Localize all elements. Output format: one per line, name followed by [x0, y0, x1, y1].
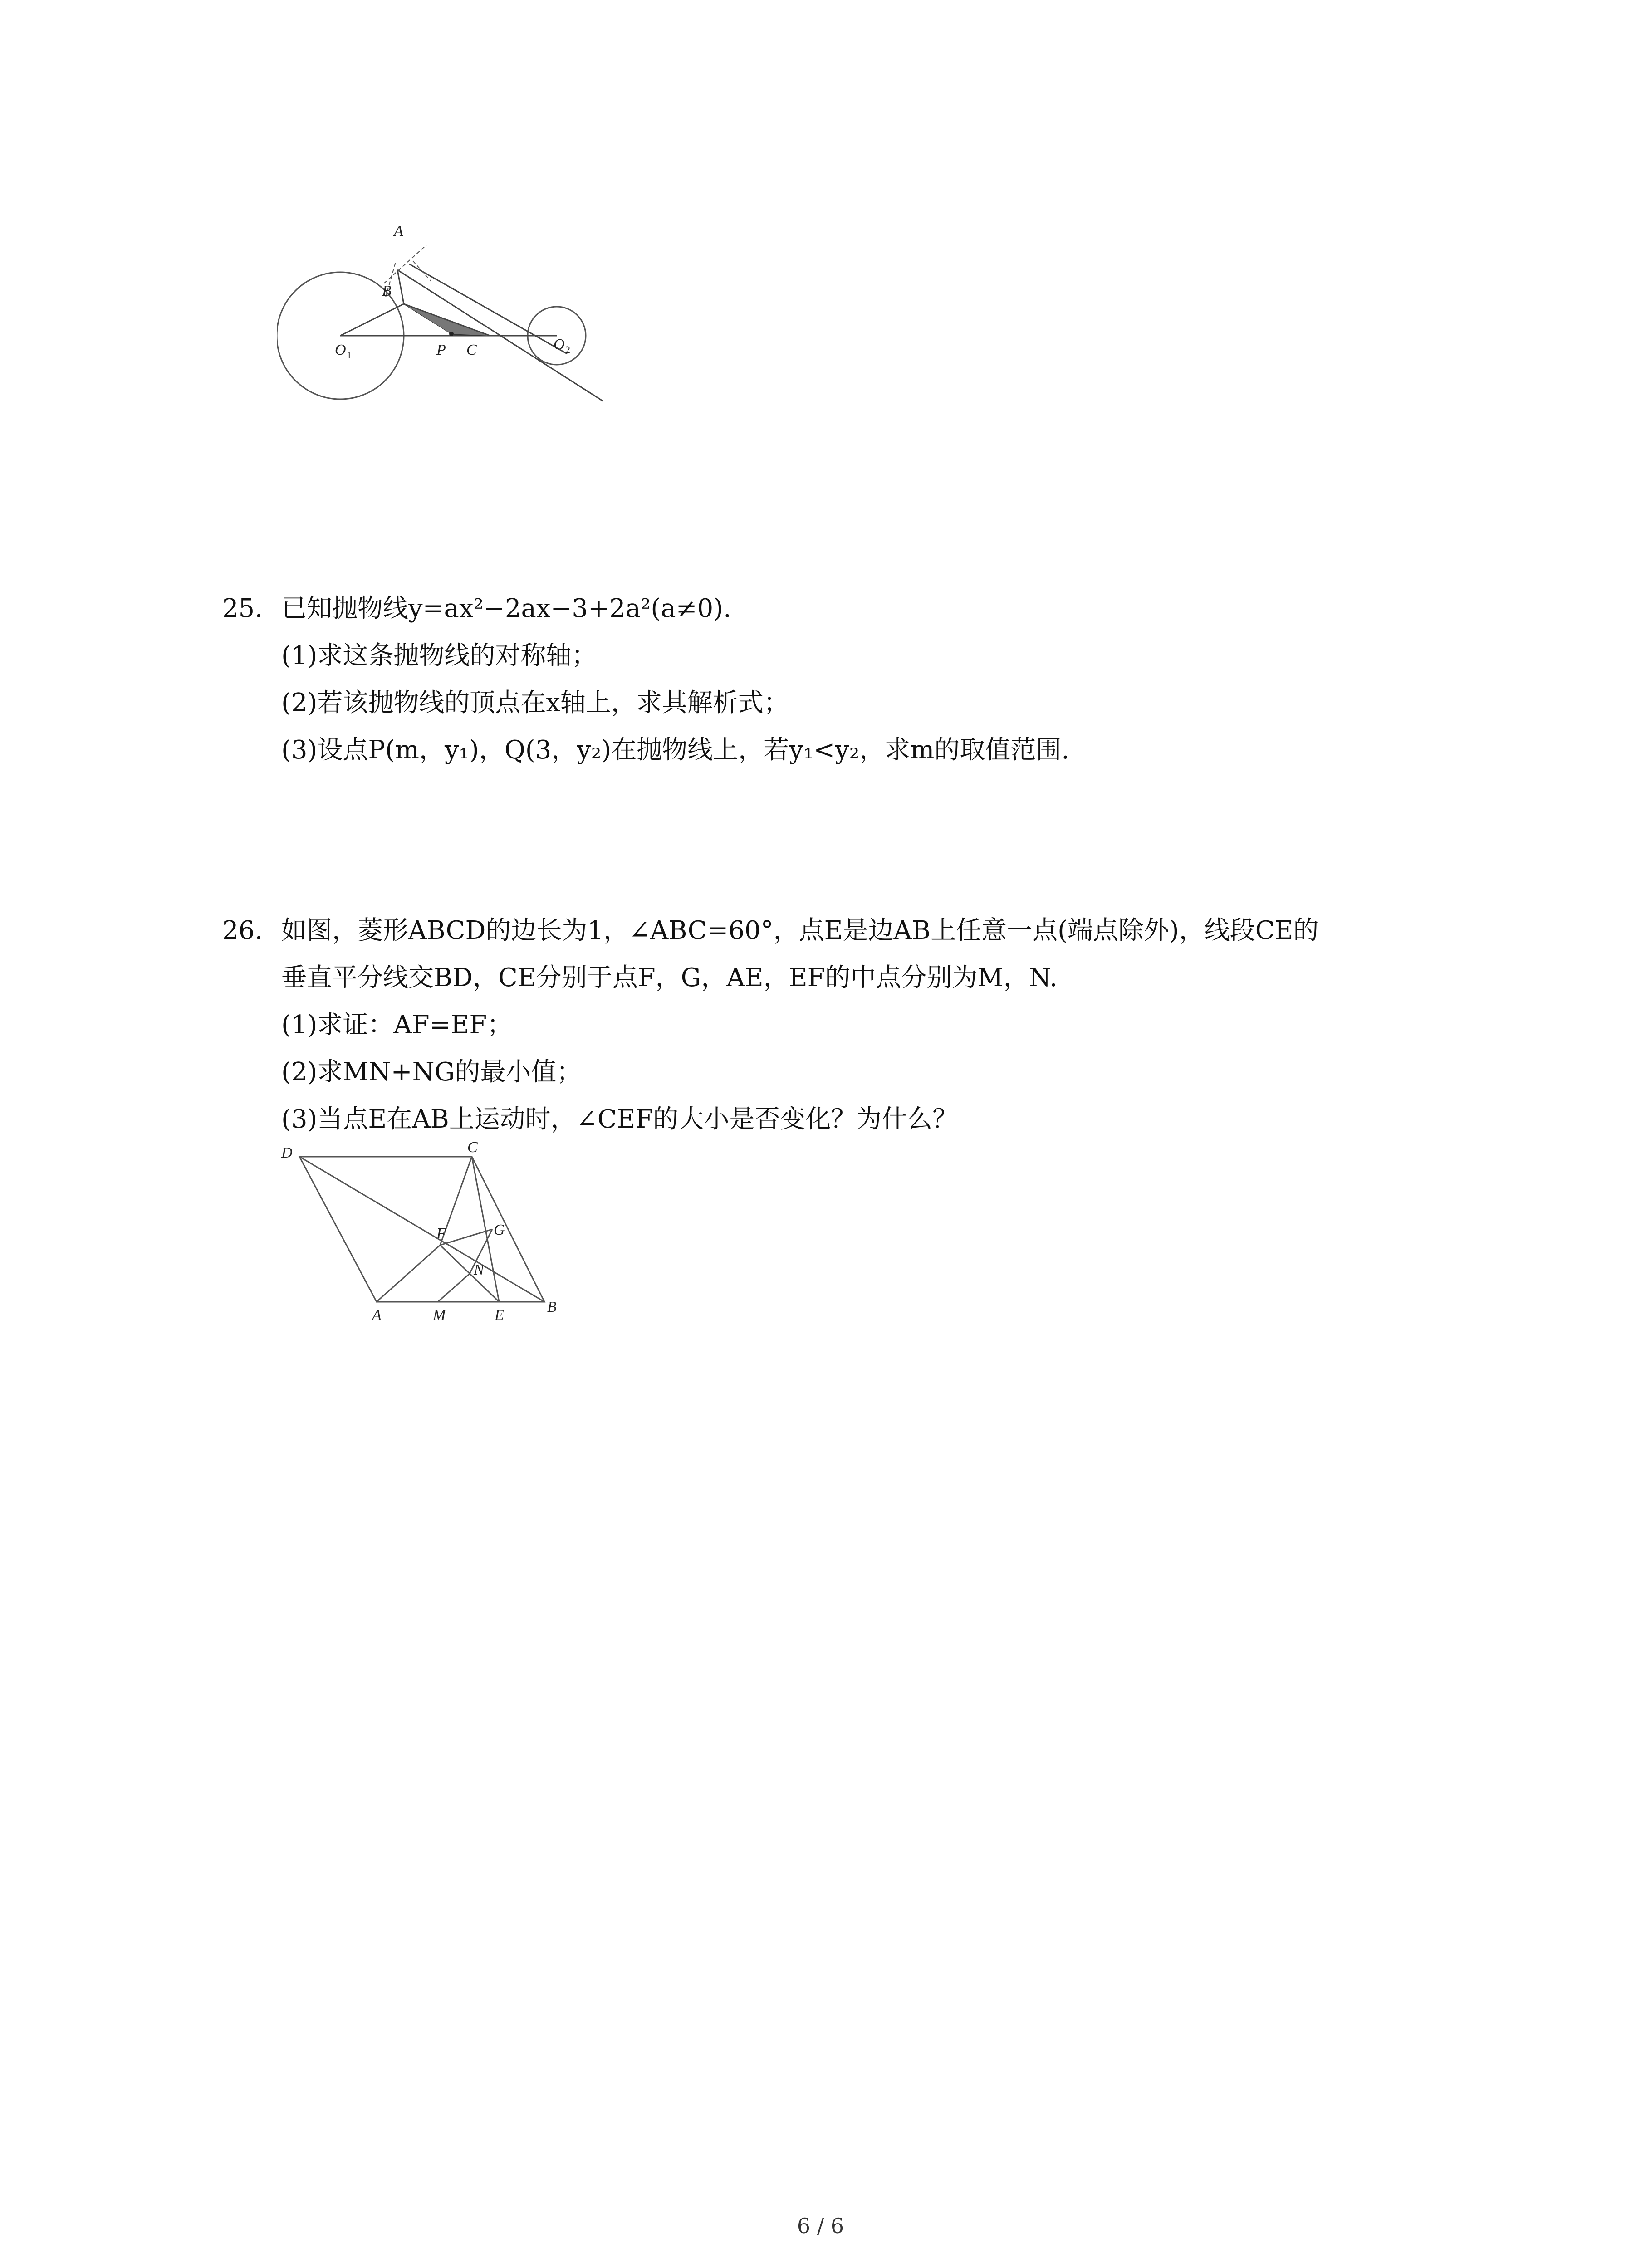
tangent-line-inner [409, 264, 567, 354]
problem-26-part-2: (2)求MN+NG的最小值； [281, 1057, 582, 1087]
label-o2-sub: 2 [565, 344, 570, 355]
problem-25-stem: 已知抛物线y=ax²−2ax−3+2a²(a≠0). [281, 594, 731, 623]
problem-26-part-3: (3)当点E在AB上运动时，∠CEF的大小是否变化？为什么？ [281, 1105, 958, 1134]
figure-circles-svg [277, 218, 603, 413]
label-b: B [547, 1299, 557, 1315]
problem-26-line-1 [222, 907, 1447, 954]
label-o2: O [554, 336, 565, 353]
problem-25-part-2: (2)若该抛物线的顶点在x轴上，求其解析式； [281, 688, 789, 718]
tangent-line-outer [397, 270, 603, 404]
label-c: C [466, 342, 477, 358]
problem-26-number: 26. [222, 916, 263, 945]
figure-rhombus [277, 1134, 567, 1325]
perp-bisector-fg [440, 1229, 492, 1245]
label-o1: O [335, 342, 346, 358]
label-b: B [382, 283, 392, 299]
problem-25-part-3: (3)设点P(m，y₁)，Q(3，y₂)在抛物线上，若y₁<y₂，求m的取值范围. [281, 735, 1070, 765]
label-e: E [495, 1307, 504, 1324]
point-p [449, 332, 454, 336]
label-d: D [281, 1144, 293, 1161]
label-n: N [474, 1261, 484, 1278]
figure-rhombus-svg [277, 1134, 567, 1325]
label-p: P [436, 342, 446, 358]
label-a: A [394, 223, 403, 240]
label-f: F [436, 1225, 446, 1242]
line-b-a [397, 270, 404, 304]
problem-26-stem-1: 如图，菱形ABCD的边长为1，∠ABC=60°，点E是边AB上任意一点(端点除外)，线段CE的 [281, 916, 1319, 945]
problem-25-part-1: (1)求这条抛物线的对称轴； [281, 641, 597, 670]
problem-25-line-1 [222, 585, 1447, 632]
label-g: G [494, 1222, 505, 1238]
problem-26-stem-2: 垂直平分线交BD，CE分别于点F，G，AE，EF的中点分别为M，N. [281, 963, 1058, 992]
segment-mn [438, 1274, 470, 1302]
segment-af [377, 1245, 440, 1302]
line-o1-b [340, 304, 404, 336]
label-c: C [467, 1139, 478, 1156]
problem-26-part-1: (1)求证：AF=EF； [281, 1010, 513, 1040]
dashed-aux-3 [413, 261, 431, 281]
label-m: M [433, 1307, 446, 1324]
problem-26 [222, 907, 1447, 1143]
label-o1-sub: 1 [347, 349, 352, 361]
problem-25 [222, 585, 1447, 774]
figure-circles-tangent [277, 218, 603, 413]
problem-25-number: 25. [222, 594, 263, 623]
dashed-aux-1 [384, 245, 426, 284]
page-number: 6 / 6 [797, 2214, 844, 2238]
label-a: A [372, 1307, 382, 1324]
